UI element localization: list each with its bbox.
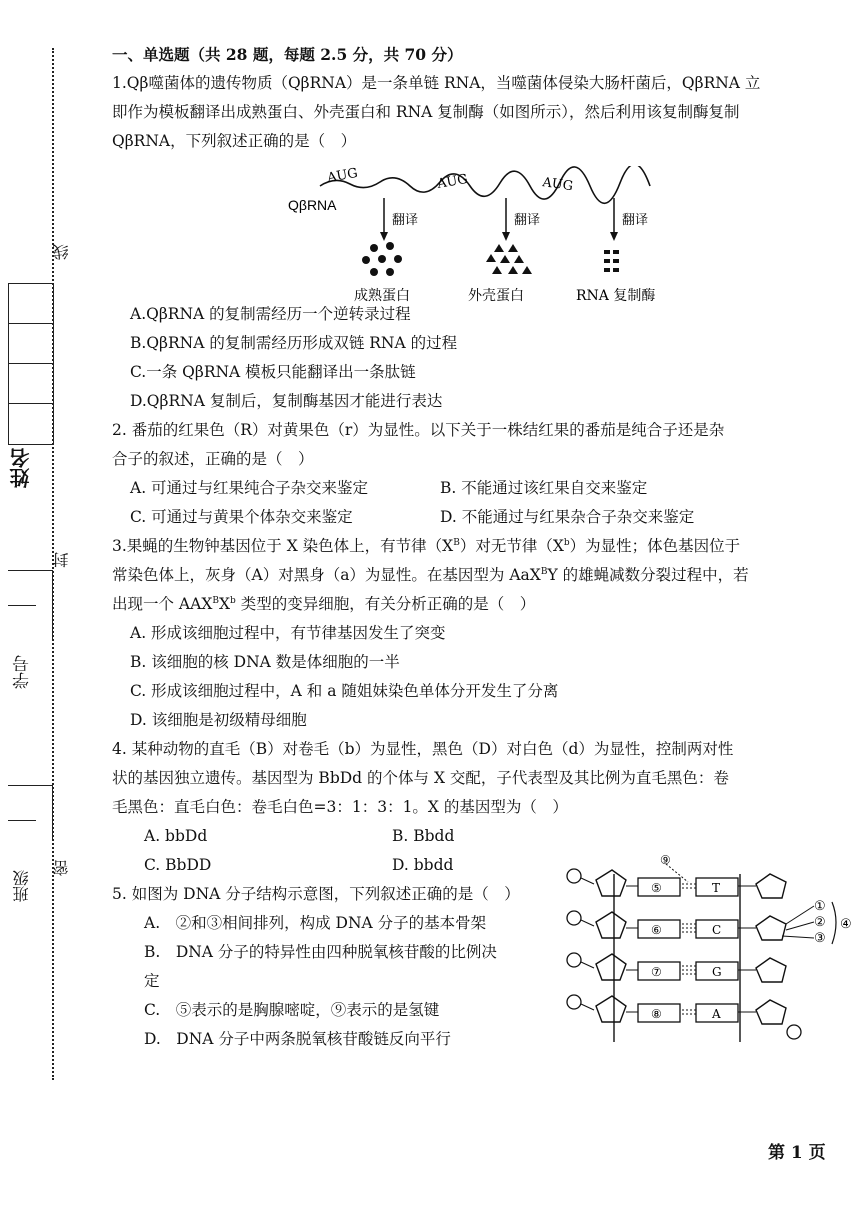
base-label-left-1: ⑤ [651,881,662,895]
dna-pair-row-4 [567,995,801,1039]
q4-option-a[interactable]: A. bbDd [144,827,208,845]
q3-line-1: 3.果蝇的生物钟基因位于 X 染色体上，有节律$(X^B)$对无节律$(X^b)$为显性；体色基因位于 [112,537,741,555]
q3-line-2: 常染色体上，灰身（A）对黑身（a）为显性。在基因型为 AaX$^B$Y 的雄蝇减数分裂过程中，若 [112,566,749,584]
q2-option-a[interactable]: A. 可通过与红果纯合子杂交来鉴定 [130,479,369,497]
q1-option-a[interactable]: A.QβRNA 的复制需经历一个逆转录过程 [130,305,411,323]
q5-option-b-cont: 定 [144,972,160,990]
q1-translation-diagram [280,166,700,314]
student-id-label: 学号 [13,655,33,689]
name-box-grid[interactable] [8,283,54,445]
aug-label-3: AUG [541,175,574,195]
q1-option-d[interactable]: D.QβRNA 复制后，复制酶基因才能进行表达 [130,392,443,410]
aug-label-1: AUG [326,166,359,186]
translate-label-3: 翻译 [622,213,649,228]
class-divider [8,820,36,821]
q3-option-d[interactable]: D. 该细胞是初级精母细胞 [130,711,307,729]
class-box[interactable] [8,785,53,840]
q3-line-3: 出现一个 $AAX^BX^b$ 类型的变异细胞，有关分析正确的是（ ） [112,595,536,613]
label-3: ③ [814,931,826,946]
rna-replicase-label: RNA 复制酶 [576,288,656,304]
dna-pair-row-2 [567,906,814,940]
qb-rna-label: QβRNA [288,197,337,213]
q5-option-c[interactable]: C. ⑤表示的是胸腺嘧啶，⑨表示的是氢键 [144,1001,440,1019]
name-label: 姓名 [9,448,33,488]
label-4: ④ [840,917,852,932]
coat-protein-label: 外壳蛋白 [468,288,524,304]
q2-option-c[interactable]: C. 可通过与黄果个体杂交来鉴定 [130,508,353,526]
q1-line-3: QβRNA，下列叙述正确的是（ ） [112,132,357,150]
q2-option-b[interactable]: B. 不能通过该红果自交来鉴定 [440,479,648,497]
q5-option-d[interactable]: D. DNA 分子中两条脱氧核苷酸链反向平行 [144,1030,451,1048]
q4-option-b[interactable]: B. Bbdd [392,827,455,845]
q3-option-b[interactable]: B. 该细胞的核 DNA 数是体细胞的一半 [130,653,400,671]
page-footer: 第 1 页 [768,1143,826,1163]
dna-pair-row-3 [567,953,786,982]
base-label-right-4: A [712,1007,721,1021]
section-header: 一、单选题（共 28 题，每题 2.5 分，共 70 分） [112,45,463,64]
dna-pair-row-1 [567,869,786,898]
base-label-right-2: C [712,923,722,937]
q1-option-c[interactable]: C.一条 QβRNA 模板只能翻译出一条肽链 [130,363,416,381]
binding-xian-label: 线 [52,244,71,260]
q4-option-d[interactable]: D. bbdd [392,856,454,874]
base-label-left-2: ⑥ [651,923,662,937]
q1-line-2: 即作为模板翻译出成熟蛋白、外壳蛋白和 RNA 复制酶（如图所示），然后利用该复制酶复制 [112,103,740,121]
binding-feng-label: 封 [52,552,71,568]
q2-line-1: 2. 番茄的红果色（R）对黄果色（r）为显性。以下关于一株结红果的番茄是纯合子还是杂 [112,421,725,439]
q3-option-c[interactable]: C. 形成该细胞过程中，A 和 a 随姐妹染色单体分开发生了分离 [130,682,559,700]
q1-option-b[interactable]: B.QβRNA 的复制需经历形成双链 RNA 的过程 [130,334,458,352]
q2-option-d[interactable]: D. 不能通过与红果杂合子杂交来鉴定 [440,508,695,526]
base-label-left-3: ⑦ [651,965,662,979]
aug-label-2: AUG [436,171,469,192]
q4-line-1: 4. 某种动物的直毛（B）对卷毛（b）为显性，黑色（D）对白色（d）为显性，控制两对性 [112,740,734,758]
label-9: ⑨ [660,853,671,867]
q3-option-a[interactable]: A. 形成该细胞过程中，有节律基因发生了突变 [130,624,446,642]
q2-line-2: 合子的叙述，正确的是（ ） [112,450,314,468]
q5-line-1: 5. 如图为 DNA 分子结构示意图，下列叙述正确的是（ ） [112,885,520,903]
q1-line-1: 1.Qβ噬菌体的遗传物质（QβRNA）是一条单链 RNA，当噬菌体侵染大肠杆菌后，QβRNA 立 [112,74,761,92]
label-2: ② [814,915,826,930]
label-1: ① [814,899,826,914]
base-label-right-1: T [712,881,721,895]
q5-option-b[interactable]: B. DNA 分子的特异性由四种脱氧核苷酸的比例决 [144,943,497,961]
base-label-left-4: ⑧ [651,1007,662,1021]
q4-line-3: 毛黑色：直毛白色：卷毛白色=3：1：3：1。X 的基因型为（ ） [112,798,568,816]
q4-line-2: 状的基因独立遗传。基因型为 BbDd 的个体与 X 交配，子代表型及其比例为直毛黑色：卷 [112,769,729,787]
q5-dna-structure-diagram [556,852,856,1058]
coat-protein-triangles [486,244,532,274]
q4-option-c[interactable]: C. BbDD [144,856,212,874]
student-id-divider [8,605,36,606]
base-label-right-3: G [712,965,722,979]
binding-mi-label: 密 [52,860,71,876]
mature-protein-dots [362,242,402,276]
class-label: 班级 [12,870,31,902]
translate-label-1: 翻译 [392,213,419,228]
translate-label-2: 翻译 [514,213,541,228]
mature-protein-label: 成熟蛋白 [354,288,410,304]
rna-replicase-marks [604,250,619,272]
q5-option-a[interactable]: A. ②和③相间排列，构成 DNA 分子的基本骨架 [144,914,487,932]
